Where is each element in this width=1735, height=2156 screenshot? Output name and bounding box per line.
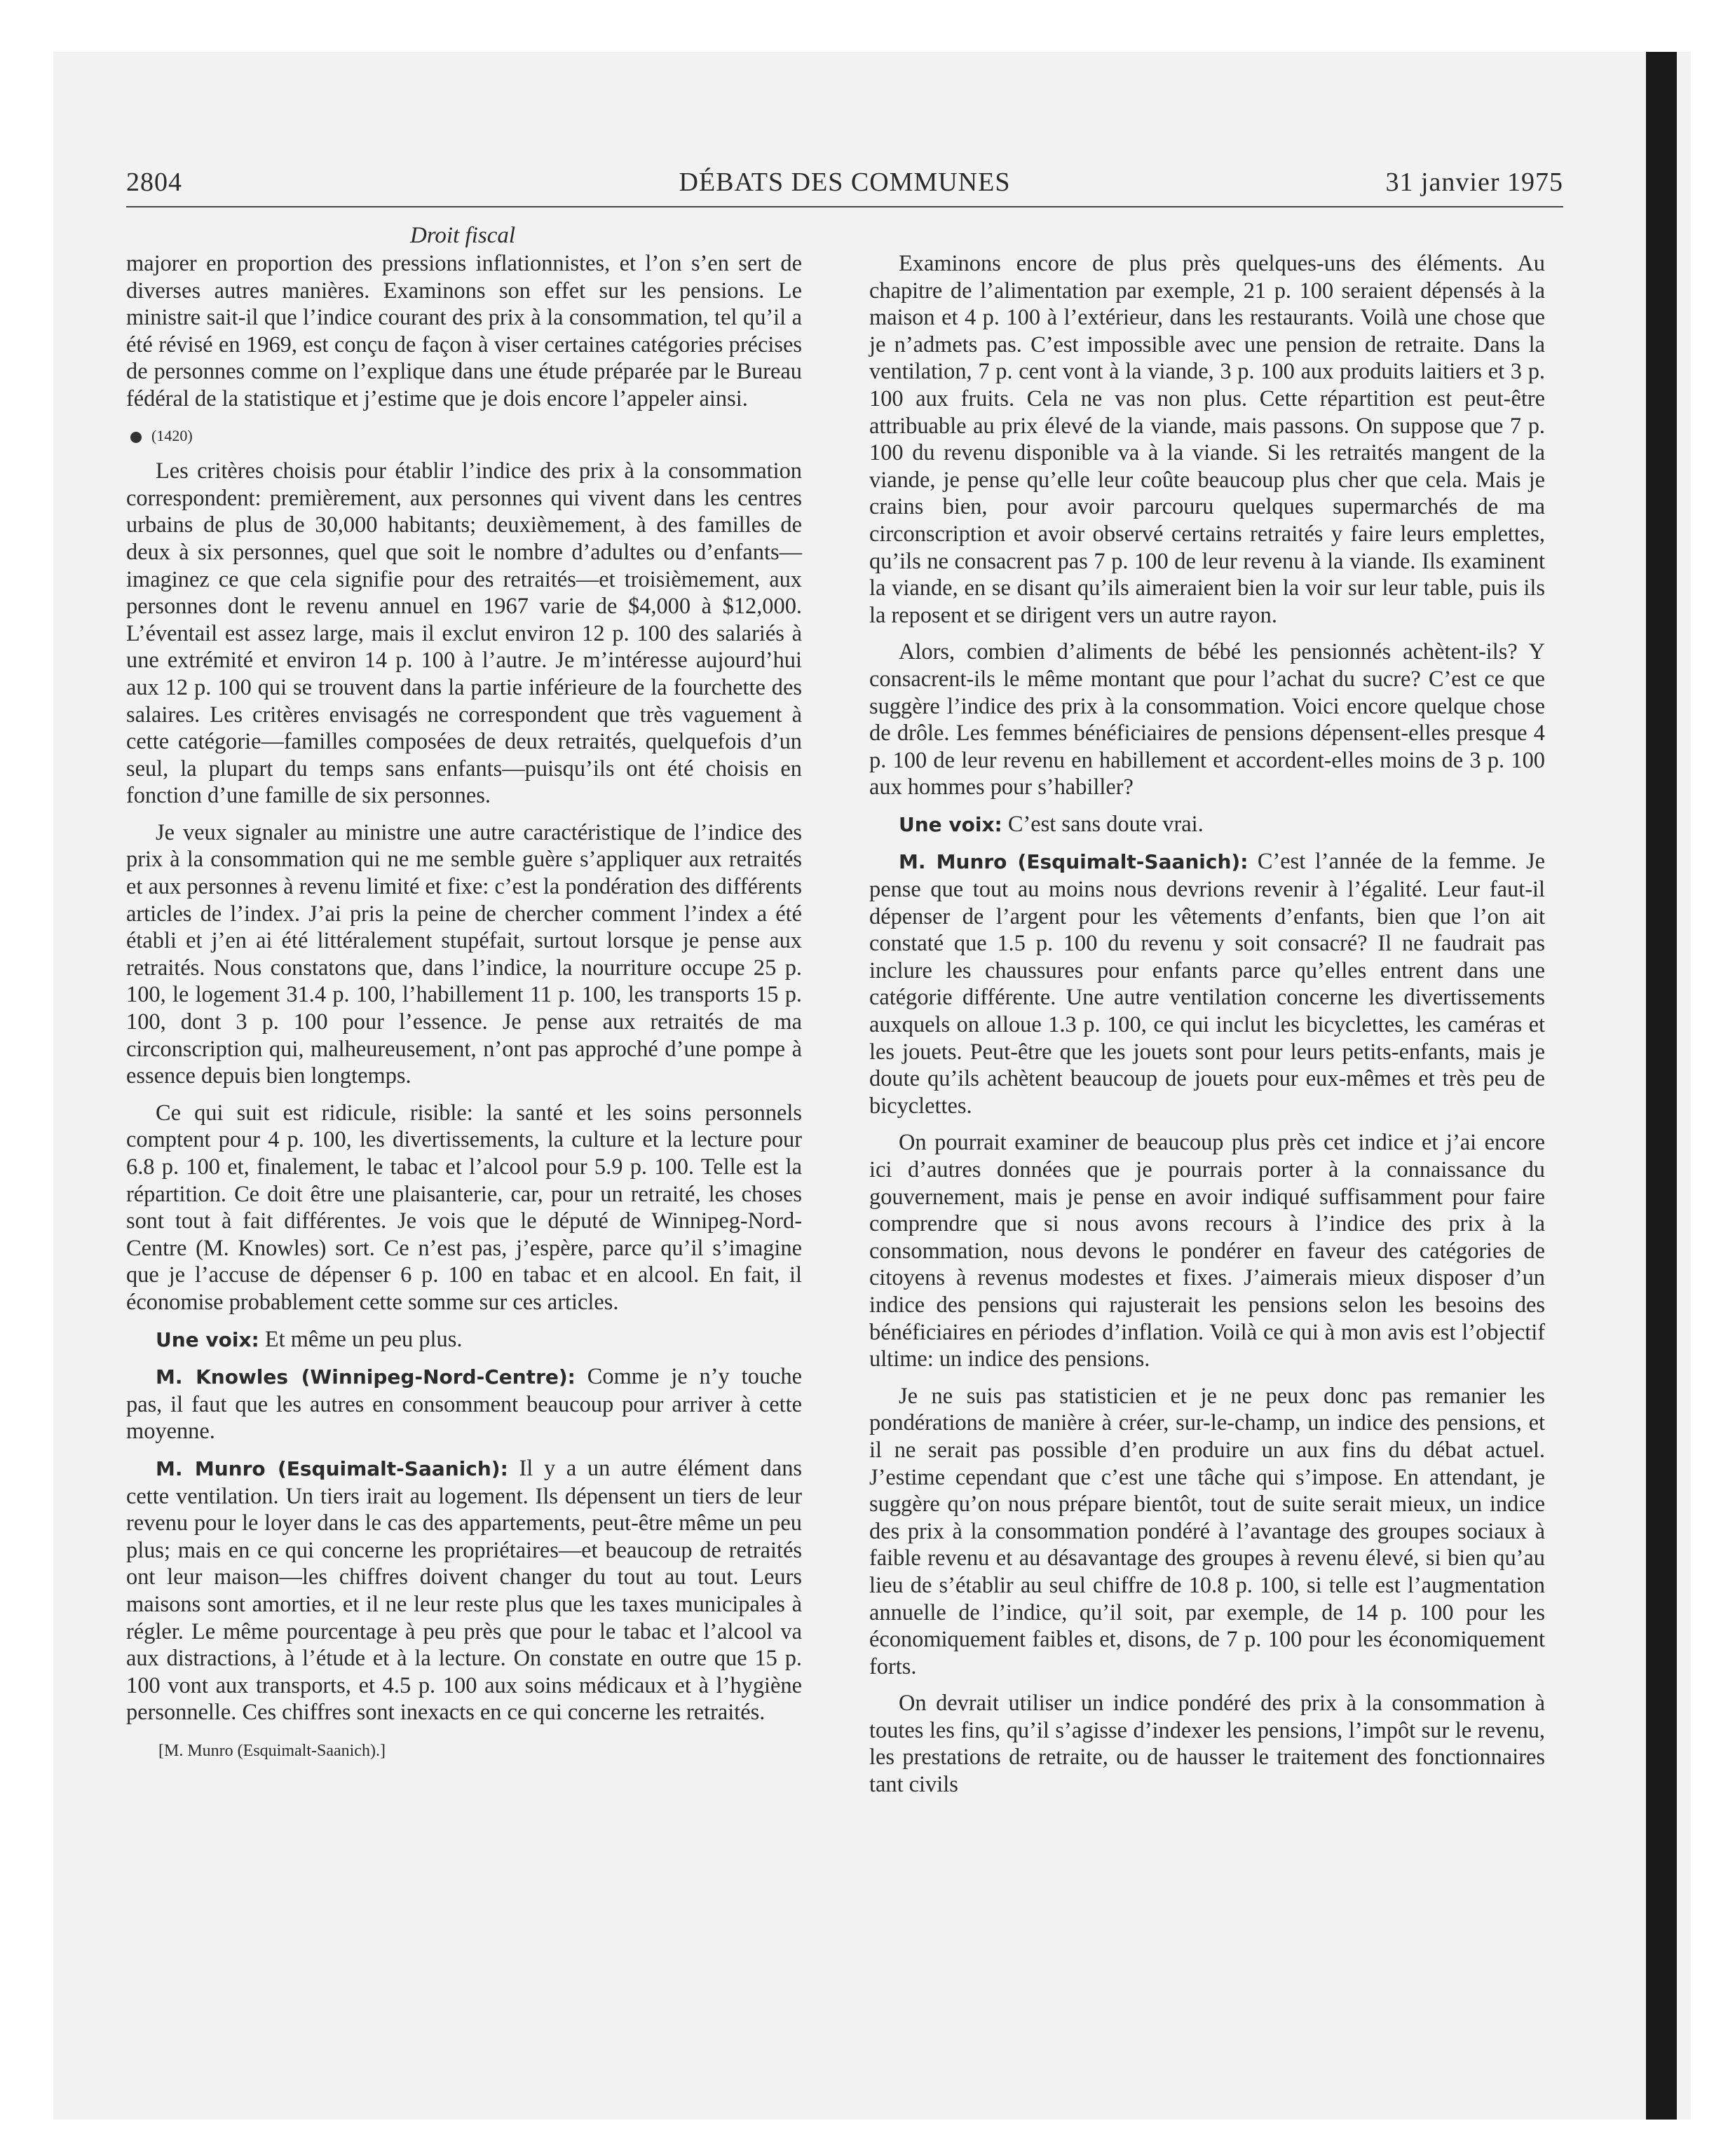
speech-text: Il y a un autre élément dans cette ventilation. Un tiers irait au logement. Ils dépensent un tiers de leur revenu pour le loyer dans le cas des appartements, peut-être même un peu plus; mais en ce qui concerne les propriétaires—et beaucoup de retraités ont leur maison—les chiffres doivent changer du tout au tout. Leurs maisons sont amorties, et il ne leur reste plus que les taxes municipales à régler. Le même pourcentage à peu près que pour le tabac et l’alcool va aux distractions, à l’étude et à la lecture. On constate en outre que 15 p. 100 vont aux transports, et 4.5 p. 100 aux soins médicaux et à l’hygiène personnelle. Ces chiffres sont inexacts en ce qui concerne les retraités.: [126, 1455, 802, 1726]
speaker-paragraph: [126, 1363, 802, 1445]
speaker-paragraph: [869, 811, 1545, 839]
speaker-name: M. Knowles (Winnipeg-Nord-Centre):: [156, 1365, 576, 1389]
speech-text: C’est sans doute vrai.: [1002, 811, 1204, 837]
journal-title: DÉBATS DES COMMUNES: [679, 168, 1011, 197]
paragraph: Les critères choisis pour établir l’indice des prix à la consommation correspondent: premièrement, aux personnes qui vivent dans les centres urbains de plus de 30,000 habitants; deuxièmement, à des familles de deux à six personnes, quel que soit le nombre d’adultes ou d’enfants—imaginez ce que cela signifie pour des retraités—et troisièmement, aux personnes dont le revenu annuel en 1967 varie de $4,000 à $12,000. L’éventail est assez large, mais il exclut environ 12 p. 100 des salariés à une extrémité et environ 14 p. 100 à l’autre. Je m’intéresse aujourd’hui aux 12 p. 100 qui se trouvent dans la partie inférieure de la fourchette des salaires. Les critères envisagés ne correspondent que très vaguement à cette catégorie—familles composées de deux retraités, quelquefois d’un seul, la plupart du temps sans enfants—puisqu’ils ont été choisis en fonction d’une famille de six personnes.: [126, 458, 802, 809]
speaker-name: M. Munro (Esquimalt-Saanich):: [156, 1456, 508, 1480]
paragraph: Examinons encore de plus près quelques-uns des éléments. Au chapitre de l’alimentation par exemple, 21 p. 100 seraient dépensés à la maison et 4 p. 100 à l’extérieur, dans les restaurants. Voilà une chose que je n’admets pas. C’est impossible avec une pension de retraite. Dans la ventilation, 7 p. cent vont à la viande, 3 p. 100 aux produits laitiers et 3 p. 100 aux fruits. Cela ne vas non plus. Cette répartition est peut-être attribuable au prix élevé de la viande, mais passons. On suppose que 7 p. 100 du revenu disponible va à la viande. Si les retraités mangent de la viande, je pense qu’elle leur coûte beaucoup plus cher que cela. Mais je crains bien, pour avoir parcouru quelques supermarchés de ma circonscription et avoir observé certains retraités y faire leurs emplettes, qu’ils ne consacrent pas 7 p. 100 de leur revenu à la viande. Ils examinent la viande, en se disant qu’ils aimeraient bien la voir sur leur table, puis ils la reposent et se dirigent vers un autre rayon.: [869, 251, 1545, 628]
speaker-name: M. Munro (Esquimalt-Saanich):: [899, 850, 1248, 874]
bullet-icon: [130, 432, 142, 443]
speaker-name: Une voix:: [156, 1328, 259, 1351]
speaker-footnote: [M. Munro (Esquimalt-Saanich).]: [158, 1741, 386, 1760]
time-marker: [130, 423, 802, 450]
speech-text: Comme je n’y touche pas, il faut que les autres en consomment beaucoup pour arriver à cette moyenne.: [126, 1364, 802, 1445]
page-header: [126, 167, 1563, 207]
scan-edge-shadow: [1646, 52, 1677, 2120]
speaker-paragraph: [126, 1326, 802, 1354]
section-subheading: Droit fiscal: [409, 223, 516, 248]
speech-text: C’est l’année de la femme. Je pense que tout au moins nous devrions revenir à l’égalité. Leur faut-il dépenser de l’argent pour les vêtements d’enfants, bien que l’on ait constaté que 1.5 p. 100 du revenu y soit consacré? Il ne faudrait pas inclure les chaussures pour enfants parce qu’elles entrent dans une catégorie différente. Une autre ventilation concerne les divertissements auxquels on alloue 1.3 p. 100, ce qui inclut les bicyclettes, les caméras et les jouets. Peut-être que les jouets sont pour leurs petits-enfants, mais je doute qu’ils achètent beaucoup de jouets pour eux-mêmes et très peu de bicyclettes.: [869, 849, 1546, 1119]
time-marker-text: (1420): [151, 426, 193, 444]
paragraph: Ce qui suit est ridicule, risible: la santé et les soins personnels comptent pour 4 p. 100, les divertissements, la culture et la lecture pour 6.8 p. 100 et, finalement, le tabac et l’alcool pour 5.9 p. 100. Telle est la répartition. Ce doit être une plaisanterie, car, pour un retraité, les choses sont tout à fait différentes. Je vois que le député de Winnipeg-Nord-Centre (M. Knowles) sort. Ce n’est pas, j’espère, parce qu’il s’imagine que je l’accuse de dépenser 6 p. 100 en tabac et en alcool. En fait, il économise probablement cette somme sur ces articles.: [126, 1100, 802, 1315]
speech-text: Et même un peu plus.: [259, 1326, 463, 1352]
paragraph: On pourrait examiner de beaucoup plus près cet indice et j’ai encore ici d’autres données que je pourrais porter à la connaissance du gouvernement, mais je pense en avoir indiqué suffisamment pour faire comprendre que si nous avons recours à l’indice des prix à la consommation, nous devons le pondérer en faveur des catégories de citoyens à revenus modestes et fixes. J’aimerais mieux disposer d’un indice des pensions qui rajusterait les pensions selon les besoins des bénéficiaires en périodes d’inflation. Voilà ce qui à mon avis est l’objectif ultime: un indice des pensions.: [869, 1130, 1545, 1372]
paragraph: On devrait utiliser un indice pondéré des prix à la consommation à toutes les fins, qu’il s’agisse d’indexer les pensions, l’impôt sur le revenu, les prestations de retraite, ou de hausser le traitement des fonctionnaires tant civils: [869, 1691, 1545, 1798]
right-column: [869, 250, 1545, 1808]
paragraph: Alors, combien d’aliments de bébé les pensionnés achètent-ils? Y consacrent-ils le même montant que pour l’achat du sucre? C’est ce que suggère l’indice des prix à la consommation. Voici encore quelque chose de drôle. Les femmes bénéficiaires de pensions dépensent-elles presque 4 p. 100 de leur revenu en habillement et accordent-elles moins de 3 p. 100 aux hommes pour s’habiller?: [869, 639, 1545, 800]
speaker-paragraph: [126, 1455, 802, 1726]
page-date: 31 janvier 1975: [1385, 168, 1563, 197]
page-number: 2804: [126, 168, 182, 197]
speaker-paragraph: [869, 848, 1545, 1119]
paragraph: majorer en proportion des pressions inflationnistes, et l’on s’en sert de diverses autres manières. Examinons son effet sur les pensions. Le ministre sait-il que l’indice courant des prix à la consommation, tel qu’il a été révisé en 1969, est conçu de façon à viser certaines catégories précises de personnes comme on l’explique dans une étude préparée par le Bureau fédéral de la statistique et j’estime que je dois encore l’appeler ainsi.: [126, 251, 802, 411]
paragraph: Je veux signaler au ministre une autre caractéristique de l’indice des prix à la consommation qui ne me semble guère s’appliquer aux retraités et aux personnes à revenu limité et fixe: c’est la pondération des différents articles de l’index. J’ai pris la peine de chercher comment l’index a été établi et j’en ai été littéralement stupéfait, surtout lorsque je pense aux retraités. Nous constatons que, dans l’indice, la nourriture occupe 25 p. 100, le logement 31.4 p. 100, l’habillement 11 p. 100, les transports 15 p. 100, dont 3 p. 100 pour l’essence. Je pense aux retraités de ma circonscription qui, malheureusement, n’ont pas approché d’une pompe à essence depuis bien longtemps.: [126, 819, 802, 1089]
left-column: [126, 250, 802, 1764]
speaker-name: Une voix:: [899, 812, 1002, 836]
paragraph: Je ne suis pas statisticien et je ne peux donc pas remanier les pondérations de manière à créer, sur-le-champ, un indice des pensions, et il ne serait pas possible d’en produire un aux fins du débat actuel. J’estime cependant que c’est une tâche qui s’impose. En attendant, je suggère qu’on nous prépare bientôt, tout de suite serait mieux, un indice des prix à la consommation pondéré à l’avantage des groupes sociaux à faible revenu et au désavantage des groupes à revenu élevé, si bien qu’au lieu de s’établir au seul chiffre de 10.8 p. 100, si telle est l’augmentation annuelle de l’indice, qu’il soit, par exemple, de 14 p. 100 pour les économiquement faibles et, disons, de 7 p. 100 pour les économiquement forts.: [869, 1383, 1545, 1679]
